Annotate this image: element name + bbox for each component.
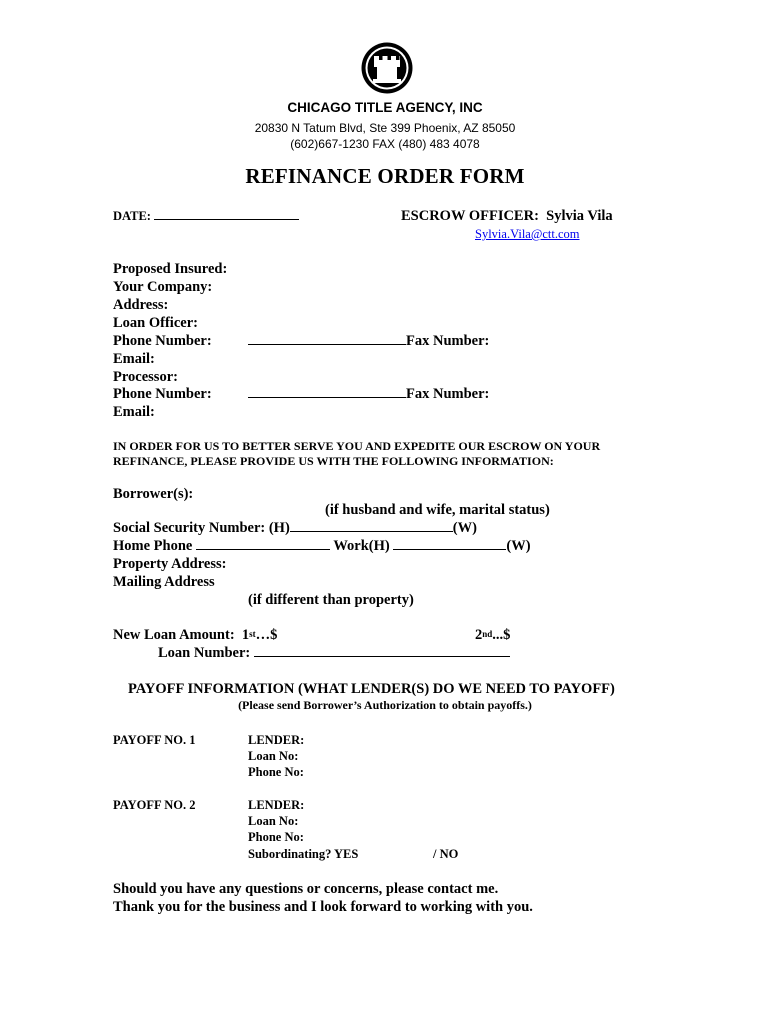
new-loan-amount-row (113, 626, 277, 644)
payoff-1-phone-no-label: Phone No: (248, 765, 304, 779)
escrow-officer-row (401, 207, 613, 225)
payoff-2-loan-no-label: Loan No: (248, 814, 299, 828)
home-phone-field[interactable] (196, 537, 330, 550)
phone-fax-row-1 (248, 332, 489, 350)
work-w-label: (W) (506, 538, 531, 554)
second-loan-sup: nd (482, 629, 493, 639)
phone-number-label-2: Phone Number: (113, 386, 212, 402)
castle-tower-icon (360, 41, 414, 95)
second-loan-amount: ...$ (492, 627, 511, 643)
borrowers-label: Borrower(s): (113, 486, 194, 502)
payoff-1-lender-label: LENDER: (248, 733, 305, 747)
escrow-officer-name: Sylvia Vila (546, 208, 613, 224)
date-label: DATE: (113, 209, 151, 223)
escrow-officer-label: ESCROW OFFICER: (401, 208, 539, 224)
fax-number-label-1: Fax Number: (406, 333, 490, 349)
proposed-insured-label: Proposed Insured: (113, 261, 228, 277)
address-label: Address: (113, 297, 169, 313)
subordinating-no-label: / NO (433, 847, 459, 861)
loan-number-row (158, 644, 510, 662)
payoff-1-label: PAYOFF NO. 1 (113, 733, 196, 747)
work-h-label: Work(H) (333, 538, 390, 554)
payoff-heading: PAYOFF INFORMATION (WHAT LENDER(S) DO WE NEED TO PAYOFF) (128, 681, 615, 697)
date-field[interactable] (154, 207, 299, 220)
property-address-label: Property Address: (113, 556, 227, 572)
home-phone-label: Home Phone (113, 538, 193, 554)
loan-officer-label: Loan Officer: (113, 315, 198, 331)
notice-line-1: IN ORDER FOR US TO BETTER SERVE YOU AND EXPEDITE OUR ESCROW ON YOUR (113, 439, 601, 453)
company-phone-fax: (602)667-1230 FAX (480) 483 4078 (290, 137, 480, 151)
second-loan-amount-row (475, 626, 510, 644)
first-loan-number: 1 (241, 627, 250, 643)
loan-number-label: Loan Number: (158, 645, 251, 661)
new-loan-amount-label: New Loan Amount: (113, 627, 235, 643)
phone-number-field-1[interactable] (248, 332, 406, 345)
company-name: CHICAGO TITLE AGENCY, INC (287, 100, 483, 115)
closing-line-1: Should you have any questions or concerns, please contact me. (113, 881, 499, 897)
ssn-w-label: (W) (452, 520, 477, 536)
home-phone-row (113, 537, 531, 555)
closing-line-2: Thank you for the business and I look forward to working with you. (113, 899, 533, 915)
fax-number-label-2: Fax Number: (406, 386, 490, 402)
payoff-1-loan-no-label: Loan No: (248, 749, 299, 763)
escrow-officer-email-link[interactable]: Sylvia.Vila@ctt.com (475, 227, 580, 241)
your-company-label: Your Company: (113, 279, 213, 295)
email-label-1: Email: (113, 351, 155, 367)
ssn-label: Social Security Number: (H) (113, 520, 290, 536)
marital-status-note: (if husband and wife, marital status) (325, 502, 550, 518)
mailing-address-note: (if different than property) (248, 592, 414, 608)
loan-number-field[interactable] (254, 644, 510, 657)
payoff-2-phone-no-label: Phone No: (248, 830, 304, 844)
ssn-h-field[interactable] (290, 519, 453, 532)
work-h-field[interactable] (393, 537, 506, 550)
subordinating-yes-label: Subordinating? YES (248, 847, 359, 861)
email-label-2: Email: (113, 404, 155, 420)
first-loan-amount: …$ (255, 627, 278, 643)
notice-line-2: REFINANCE, PLEASE PROVIDE US WITH THE FOLLOWING INFORMATION: (113, 454, 554, 468)
chicago-title-logo (360, 41, 414, 95)
payoff-2-lender-label: LENDER: (248, 798, 305, 812)
date-row (113, 207, 299, 224)
phone-fax-row-2 (248, 385, 489, 403)
company-address: 20830 N Tatum Blvd, Ste 399 Phoenix, AZ 85050 (254, 121, 516, 135)
phone-number-field-2[interactable] (248, 385, 406, 398)
second-loan-number: 2 (475, 627, 483, 643)
ssn-row (113, 519, 477, 537)
payoff-2-label: PAYOFF NO. 2 (113, 798, 196, 812)
payoff-subheading: (Please send Borrower’s Authorization to obtain payoffs.) (238, 698, 532, 712)
phone-number-label-1: Phone Number: (113, 333, 212, 349)
first-loan-sup: st (249, 629, 256, 639)
form-title: REFINANCE ORDER FORM (245, 164, 525, 188)
mailing-address-label: Mailing Address (113, 574, 215, 590)
processor-label: Processor: (113, 369, 178, 385)
